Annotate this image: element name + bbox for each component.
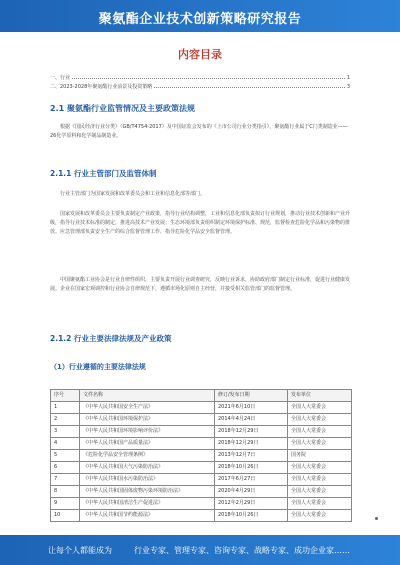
cell-issuer: 全国人大常委会	[288, 486, 352, 498]
table-header-row	[51, 390, 352, 402]
column-header: 发布单位	[288, 390, 352, 402]
table-row	[51, 402, 352, 414]
cell-index: 8	[51, 486, 80, 498]
cell-date: 2017年6月27日	[215, 474, 288, 486]
footer-tags: 行业专家、管理专家、咨询专家、战略专家、成功企业家……	[134, 546, 350, 555]
cell-date: 2018年10月26日	[215, 462, 288, 474]
subsection-heading: 2.1.2 行业主要法律法规及产业政策	[50, 334, 172, 343]
table-row	[51, 486, 352, 498]
cell-date: 2018年12月29日	[215, 426, 288, 438]
cell-issuer: 全国人大常委会	[288, 414, 352, 426]
toc-title: 内容目录	[178, 48, 222, 61]
toc-item-page: 3	[346, 84, 350, 90]
cell-index: 5	[51, 450, 80, 462]
footer-slogan: 让每个人都能成为	[48, 546, 112, 555]
page-footer	[0, 535, 400, 565]
cell-index: 1	[51, 402, 80, 414]
paragraph: 国家发展和改革委员会主要负责制定产业政策，指导行业结构调整，工业和信息化部负责拟订行业规划，推动行业技术创新和产业升级，指导行业技术标准的制定，推进高技术产业发展；生态环境部负责组织制定环境保护标准、规范，监督检查危险化学品和污染物的排放。应急管理部负责安全生产的综合监督管理工作，指导危险化学品安全监督管理。	[50, 211, 351, 235]
cell-date: 2012年2月29日	[215, 498, 288, 510]
cell-date: 2018年12月29日	[215, 438, 288, 450]
toc-leader	[154, 87, 345, 88]
cell-issuer: 全国人大常委会	[288, 474, 352, 486]
law-table	[50, 389, 352, 522]
cell-issuer: 全国人大常委会	[288, 462, 352, 474]
cell-name: 《中华人民共和国固体废物污染环境防治法》	[80, 486, 215, 498]
cell-issuer: 全国人大常委会	[288, 402, 352, 414]
toc-item[interactable]	[50, 81, 350, 90]
column-header: 修订/发布日期	[215, 390, 288, 402]
cell-date: 2020年4月29日	[215, 486, 288, 498]
cell-name: 《危险化学品安全管理条例》	[80, 450, 215, 462]
table-row	[51, 510, 352, 522]
cell-name: 《中华人民共和国大气污染防治法》	[80, 462, 215, 474]
page-header	[0, 0, 400, 32]
cell-name: 《中华人民共和国节约能源法》	[80, 510, 215, 522]
toc-leader	[72, 78, 345, 79]
cell-date: 2014年4月24日	[215, 414, 288, 426]
cell-index: 7	[51, 474, 80, 486]
table-row	[51, 414, 352, 426]
cell-name: 《中华人民共和国环境影响评价法》	[80, 426, 215, 438]
toc-item-label: 二、2023-2028年聚氨酯行业前景及投资策略	[50, 84, 153, 90]
cell-date: 2018年10月26日	[215, 510, 288, 522]
table-row	[51, 498, 352, 510]
column-header: 文件名称	[80, 390, 215, 402]
table-row	[51, 474, 352, 486]
cell-issuer: 全国人大常委会	[288, 510, 352, 522]
paragraph: 中国聚氨酯工业协会是行业自律性组织，主要负责开展行业调查研究，反映行业诉求，协助政府部门制定行业标准，促进行业健康发展。企业在国家宏观调控和行业协会自律规范下，遵循市场化原则自主经营，并接受相关监管部门的监督管理。	[50, 277, 351, 292]
cell-issuer: 全国人大常委会	[288, 438, 352, 450]
section-heading: 2.1 聚氨酯行业监管情况及主要政策法规	[50, 104, 195, 113]
cell-name: 《中华人民共和国安全生产法》	[80, 402, 215, 414]
toc-item-label: 一、行业	[50, 75, 71, 81]
sub-subsection-heading: （1）行业遵循的主要法律法规	[50, 363, 146, 371]
cell-index: 3	[51, 426, 80, 438]
table-row	[51, 426, 352, 438]
cell-index: 2	[51, 414, 80, 426]
paragraph: 根据《国民经济行业分类》（GB/T4754-2017）及中国证监会发布的《上市公司行业分类指引》，聚氨酯行业属于C门类制造业——26化学原料和化学制品制造业。	[50, 124, 348, 139]
cell-date: 2021年6月10日	[215, 402, 288, 414]
cell-issuer: 国务院	[288, 450, 352, 462]
cell-name: 《中华人民共和国产品质量法》	[80, 438, 215, 450]
page-marker	[375, 517, 378, 520]
report-title: 聚氨酯企业技术创新策略研究报告	[98, 12, 302, 27]
cell-issuer: 全国人大常委会	[288, 498, 352, 510]
toc-item-page: 1	[346, 75, 350, 81]
cell-index: 10	[51, 510, 80, 522]
cell-index: 9	[51, 498, 80, 510]
cell-index: 6	[51, 462, 80, 474]
subsection-heading: 2.1.1 行业主管部门及监管体制	[50, 169, 157, 178]
cell-name: 《中华人民共和国清洁生产促进法》	[80, 498, 215, 510]
cell-index: 4	[51, 438, 80, 450]
cell-date: 2013年12月7日	[215, 450, 288, 462]
toc-list	[50, 72, 350, 90]
toc-item[interactable]	[50, 72, 350, 81]
column-header: 序号	[51, 390, 80, 402]
cell-name: 《中华人民共和国环境保护法》	[80, 414, 215, 426]
paragraph: 行业主管部门为国家发展和改革委员会和工业和信息化部等部门。	[60, 191, 206, 197]
cell-issuer: 全国人大常委会	[288, 426, 352, 438]
table-row	[51, 450, 352, 462]
table-row	[51, 462, 352, 474]
cell-name: 《中华人民共和国水污染防治法》	[80, 474, 215, 486]
table-row	[51, 438, 352, 450]
